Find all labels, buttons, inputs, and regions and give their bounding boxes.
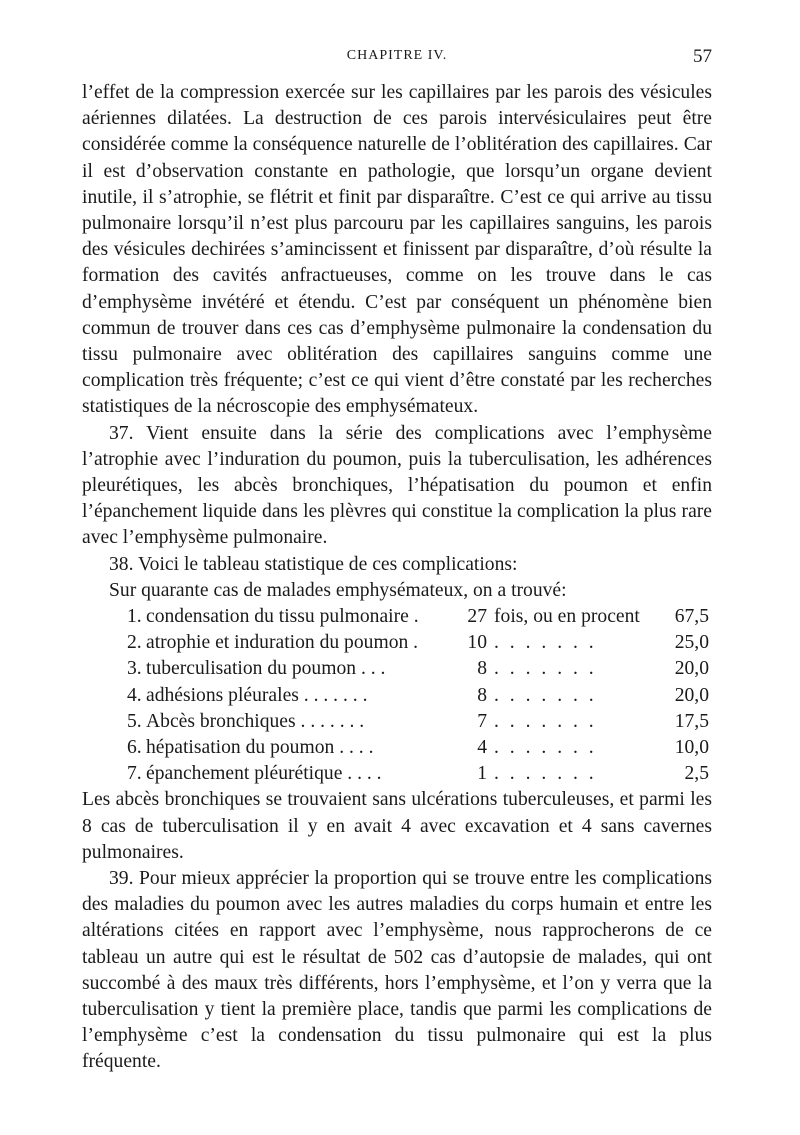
row-filler: fois, ou en procent xyxy=(494,606,640,628)
table-row xyxy=(127,709,709,735)
paragraph-37: 37. Vient ensuite dans la série des complications avec l’emphysème l’atrophie avec l’induration du poumon, puis la tuberculisation, les adhérences pleurétiques, les abcès bronchiques, l’hépatisation du poumon et enfin l’épanchement liquide dans les plèvres qui constitue la complication la plus rare avec l’emphysème pulmonaire. xyxy=(82,422,712,549)
row-number: 5. xyxy=(127,710,142,732)
row-percent: 2,5 xyxy=(684,763,709,785)
page-number: 57 xyxy=(693,46,712,67)
table-row xyxy=(127,761,709,787)
row-percent: 20,0 xyxy=(674,658,709,680)
table-row xyxy=(127,656,709,682)
row-number: 3. xyxy=(127,658,142,680)
row-filler: . . . . . . . xyxy=(494,763,597,785)
row-count: 7 xyxy=(477,710,487,732)
row-percent: 20,0 xyxy=(674,684,709,706)
row-count: 10 xyxy=(467,632,487,654)
row-percent: 17,5 xyxy=(674,710,709,732)
row-label: épanchement pléurétique . . . . xyxy=(146,763,382,785)
row-filler: . . . . . . . xyxy=(494,658,597,680)
row-label: atrophie et induration du poumon . xyxy=(146,632,419,654)
row-filler: . . . . . . . xyxy=(494,684,597,706)
table-intro: Sur quarante cas de malades emphysémateux, on a trouvé: xyxy=(109,579,567,601)
chapter-title: CHAPITRE IV. xyxy=(346,48,448,63)
row-number: 7. xyxy=(127,763,142,785)
paragraph-after-table: Les abcès bronchiques se trouvaient sans ulcérations tuberculeuses, et parmi les 8 cas de tuberculisation il y en avait 4 avec excavation et 4 sans cavernes pulmonaires. xyxy=(82,789,712,863)
row-filler: . . . . . . . xyxy=(494,737,597,758)
row-percent: 10,0 xyxy=(674,737,709,758)
table-row xyxy=(127,630,709,656)
table-row xyxy=(127,735,709,761)
row-label: adhésions pléurales . . . . . . . xyxy=(146,684,368,706)
row-count: 4 xyxy=(477,737,487,758)
row-filler: . . . . . . . xyxy=(494,710,597,732)
row-percent: 25,0 xyxy=(674,632,709,654)
row-label: tuberculisation du poumon . . . xyxy=(146,658,386,680)
row-count: 27 xyxy=(467,606,487,628)
page-header xyxy=(82,46,712,70)
table-row xyxy=(127,683,709,709)
row-count: 8 xyxy=(477,684,487,706)
row-filler: . . . . . . . xyxy=(494,632,597,654)
row-label: Abcès bronchiques . . . . . . . xyxy=(146,710,365,732)
row-count: 8 xyxy=(477,658,487,680)
paragraph-38: 38. Voici le tableau statistique de ces complications: xyxy=(109,553,518,575)
page-body xyxy=(82,80,712,1076)
row-count: 1 xyxy=(477,763,487,785)
row-label: condensation du tissu pulmonaire . xyxy=(146,606,419,628)
row-percent: 67,5 xyxy=(674,606,709,628)
complications-table xyxy=(127,604,709,787)
paragraph-39: 39. Pour mieux apprécier la proportion qui se trouve entre les complications des maladies du poumon avec les autres maladies du corps humain et entre les altérations citées en rapport avec l’emphysème, nous rapprocherons de ce tableau un autre qui est le résultat de 502 cas d’autopsie de malades, qui ont succombé à des maux très différents, hors l’emphysème, et l’on y verra que la tuberculisation y tient la première place, tandis que parmi les complications de l’emphysème c’est la condensation du tissu pulmonaire qui est la plus fréquente. xyxy=(82,867,712,1073)
paragraph-continued: l’effet de la compression exercée sur les capillaires par les parois des vésicules aériennes dilatées. La destruction de ces parois intervésiculaires peut être considérée comme la conséquence naturelle de l’oblitération des capillaires. Car il est d’observation constante en pathologie, que lorsqu’un organe devient inutile, il s’atrophie, se flétrit et finit par disparaître. C’est ce qui arrive au tissu pulmonaire lorsqu’il n’est plus parcouru par les capillaires sanguins, les parois des vésicules dechirées s’amincissent et finissent par disparaître, d’où résulte la formation des cavités anfractueuses, comme on les trouve dans le cas d’emphysème invétéré et étendu. C’est par conséquent un phénomène bien commun de trouver dans ces cas d’emphysème pulmonaire la condensation du tissu pulmonaire avec oblitération des capillaires sanguins comme une complication très fréquente; c’est ce qui vient d’être constaté par les recherches statistiques de la nécroscopie des emphysémateux. xyxy=(82,82,712,418)
row-number: 4. xyxy=(127,684,142,706)
row-number: 6. xyxy=(127,737,142,758)
row-number: 2. xyxy=(127,632,142,654)
table-row xyxy=(127,604,709,630)
row-label: hépatisation du poumon . . . . xyxy=(146,737,374,758)
row-number: 1. xyxy=(127,606,142,628)
